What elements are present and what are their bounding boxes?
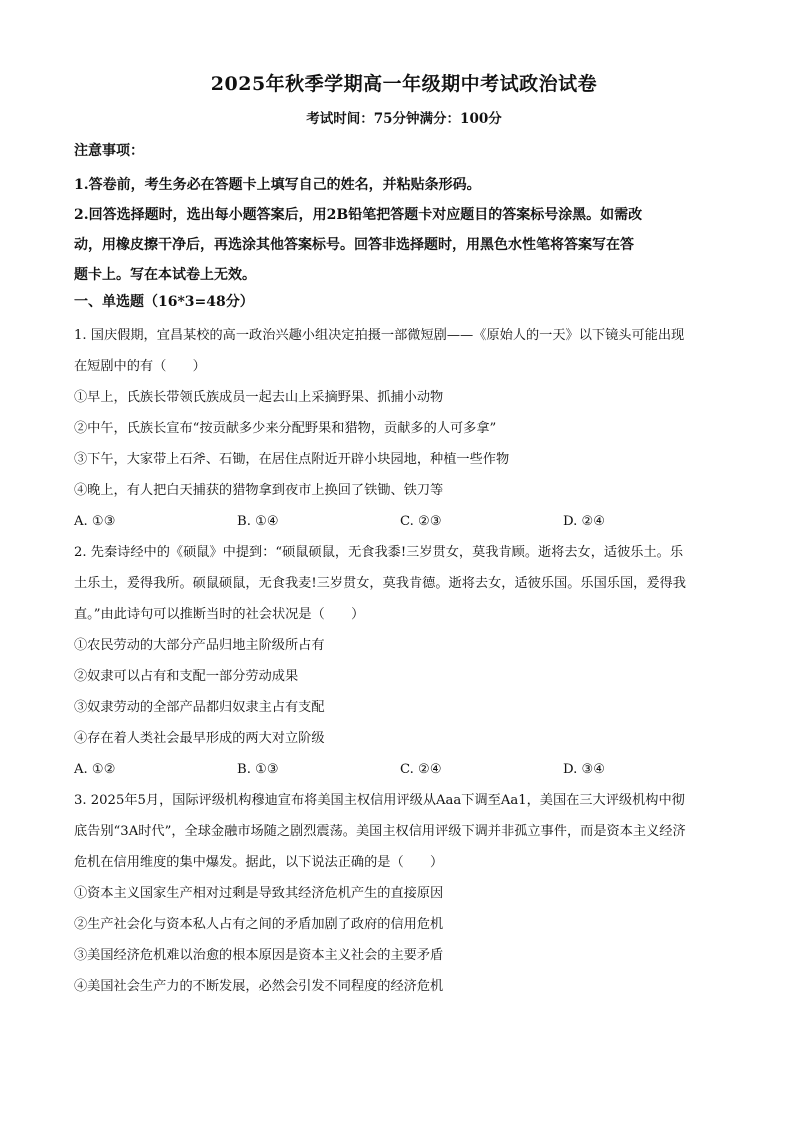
choice-b: B. ①③: [237, 762, 279, 777]
choice-c: C. ②④: [400, 762, 442, 777]
choice-b: B. ①④: [237, 514, 279, 529]
question-stem-line: 1. 国庆假期，宜昌某校的高一政治兴趣小组决定拍摄一部微短剧——《原始人的一天》以下镜头可能出现: [74, 328, 685, 343]
choice-c: C. ②③: [400, 514, 442, 529]
statement-option: ④存在着人类社会最早形成的两大对立阶级: [74, 731, 325, 746]
notice-item-2-line-3: 题卡上。写在本试卷上无效。: [74, 267, 256, 283]
statement-option: ①农民劳动的大部分产品归地主阶级所占有: [74, 638, 325, 653]
question-stem-line: 底告别“3A时代”，全球金融市场随之剧烈震荡。美国主权信用评级下调并非孤立事件，而是资本主义经济: [74, 824, 686, 839]
statement-option: ③奴隶劳动的全部产品都归奴隶主占有支配: [74, 700, 325, 715]
choice-a: A. ①③: [74, 514, 116, 529]
question-stem-line: 3. 2025年5月，国际评级机构穆迪宣布将美国主权信用评级从Aaa下调至Aa1，美国在三大评级机构中彻: [74, 793, 685, 808]
choice-d: D. ②④: [563, 514, 606, 529]
exam-time-info: 考试时间：75分钟满分：100分: [306, 111, 502, 127]
section-heading-single-choice: 一、单选题（16*3=48分）: [74, 294, 254, 310]
statement-option: ②奴隶可以占有和支配一部分劳动成果: [74, 669, 299, 684]
question-2: [74, 537, 734, 785]
question-stem-line: 2. 先秦诗经中的《硕鼠》中提到：“硕鼠硕鼠，无食我黍!三岁贯女，莫我肯顾。逝将去女，适彼乐土。乐: [74, 545, 684, 560]
answer-choices: [74, 754, 734, 785]
question-stem-line: 危机在信用维度的集中爆发。据此，以下说法正确的是（ ）: [74, 855, 444, 870]
exam-page: [74, 72, 734, 1002]
statement-option: ②中午，氏族长宣布“按贡献多少来分配野果和猎物，贡献多的人可多拿”: [74, 421, 497, 436]
statement-option: ③下午，大家带上石斧、石锄，在居住点附近开辟小块园地，种植一些作物: [74, 452, 510, 467]
notice-item-1: 1.答卷前，考生务必在答题卡上填写自己的姓名，并粘贴条形码。: [74, 177, 481, 193]
question-stem-line: 在短剧中的有（ ）: [74, 359, 206, 374]
notice-item-2-line-2: 动，用橡皮擦干净后，再选涂其他答案标号。回答非选择题时，用黑色水性笔将答案写在答: [74, 237, 634, 253]
choice-d: D. ③④: [563, 762, 606, 777]
question-3: [74, 785, 734, 1002]
answer-choices: [74, 506, 734, 537]
question-1: [74, 320, 734, 537]
notice-section: [74, 142, 734, 290]
statement-option: ①资本主义国家生产相对过剩是导致其经济危机产生的直接原因: [74, 886, 444, 901]
choice-a: A. ①②: [74, 762, 116, 777]
statement-option: ②生产社会化与资本私人占有之间的矛盾加剧了政府的信用危机: [74, 917, 444, 932]
notice-item-2-line-1: 2.回答选择题时，选出每小题答案后，用2B铅笔把答题卡对应题目的答案标号涂黑。如需改: [74, 207, 643, 223]
page-title: 2025年秋季学期高一年级期中考试政治试卷: [210, 73, 598, 95]
question-stem-line: 直。”由此诗句可以推断当时的社会状况是（ ）: [74, 607, 365, 622]
notice-heading: 注意事项：: [74, 143, 144, 159]
statement-option: ④美国社会生产力的不断发展，必然会引发不同程度的经济危机: [74, 979, 444, 994]
question-stem-line: 土乐土，爰得我所。硕鼠硕鼠，无食我麦!三岁贯女，莫我肯德。逝将去女，适彼乐国。乐国乐国，爰得我: [74, 576, 686, 591]
statement-option: ①早上，氏族长带领氏族成员一起去山上采摘野果、抓捕小动物: [74, 390, 444, 405]
statement-option: ③美国经济危机难以治愈的根本原因是资本主义社会的主要矛盾: [74, 948, 444, 963]
statement-option: ④晚上，有人把白天捕获的猎物拿到夜市上换回了铁锄、铁刀等: [74, 483, 444, 498]
